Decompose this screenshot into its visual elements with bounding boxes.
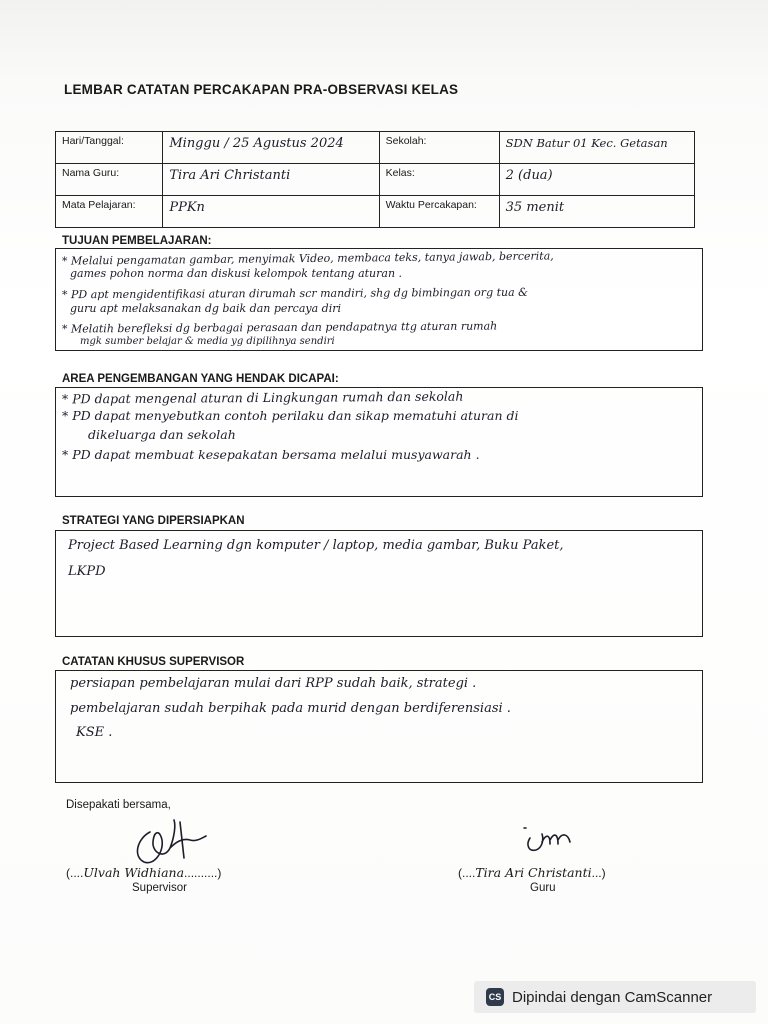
camscanner-icon: CS	[486, 988, 504, 1006]
strategi-line-1: Project Based Learning dgn komputer / laptop, media gambar, Buku Paket,	[68, 538, 564, 553]
catatan-box	[55, 670, 703, 783]
agreement-label: Disepakati bersama,	[66, 799, 171, 811]
area-label: AREA PENGEMBANGAN YANG HENDAK DICAPAI:	[62, 373, 339, 385]
strategi-label: STRATEGI YANG DIPERSIAPKAN	[62, 515, 245, 527]
tujuan-line-5: * Melatih berefleksi dg berbagai perasaan dan pendapatnya ttg aturan rumah	[61, 319, 498, 336]
sekolah-label: Sekolah:	[379, 132, 499, 164]
tujuan-line-6: mgk sumber belajar & media yg dipilihnya sendiri	[80, 336, 335, 347]
guru-name-line: (....Tira Ari Christanti...)	[458, 865, 606, 880]
strategi-line-2: LKPD	[68, 564, 106, 579]
area-line-2: * PD dapat menyebutkan contoh perilaku dan sikap mematuhi aturan di	[62, 408, 519, 423]
tujuan-line-1: * Melalui pengamatan gambar, menyimak Video, membaca teks, tanya jawab, bercerita,	[61, 249, 554, 268]
hari-label: Hari/Tanggal:	[56, 132, 163, 164]
tujuan-label: TUJUAN PEMBELAJARAN:	[62, 235, 212, 247]
catatan-line-2: pembelajaran sudah berpihak pada murid dengan berdiferensiasi .	[70, 701, 511, 716]
document-title: LEMBAR CATATAN PERCAKAPAN PRA-OBSERVASI KELAS	[64, 82, 459, 97]
supervisor-name: Ulvah Widhiana	[83, 865, 185, 880]
tujuan-line-3: * PD apt mengidentifikasi aturan dirumah scr mandiri, shg dg bimbingan org tua &	[61, 285, 528, 302]
guru-name: Tira Ari Christanti	[475, 865, 592, 880]
catatan-label: CATATAN KHUSUS SUPERVISOR	[62, 656, 245, 668]
guru-value: Tira Ari Christanti	[163, 164, 379, 196]
tujuan-box	[55, 248, 703, 351]
kelas-label: Kelas:	[379, 164, 499, 196]
info-table	[55, 131, 695, 228]
area-line-3: dikeluarga dan sekolah	[88, 427, 236, 442]
mapel-label: Mata Pelajaran:	[56, 196, 163, 228]
supervisor-name-line: (....Ulvah Widhiana..........)	[66, 865, 222, 880]
area-box	[55, 387, 703, 497]
tujuan-line-2: games pohon norma dan diskusi kelompok tentang aturan .	[70, 267, 403, 280]
guru-role: Guru	[530, 882, 556, 894]
guru-signature	[520, 820, 590, 860]
waktu-label: Waktu Percakapan:	[379, 196, 499, 228]
supervisor-role: Supervisor	[132, 882, 187, 894]
tujuan-line-4: guru apt melaksanakan dg baik dan percaya diri	[70, 302, 341, 315]
camscanner-watermark	[474, 981, 756, 1013]
guru-label: Nama Guru:	[56, 164, 163, 196]
kelas-value: 2 (dua)	[499, 164, 694, 196]
camscanner-text: Dipindai dengan CamScanner	[512, 988, 713, 1006]
area-line-4: * PD dapat membuat kesepakatan bersama melalui musyawarah .	[62, 447, 480, 462]
catatan-line-1: persiapan pembelajaran mulai dari RPP sudah baik, strategi .	[70, 676, 477, 691]
catatan-line-3: KSE .	[76, 725, 113, 740]
area-line-1: * PD dapat mengenal aturan di Lingkungan rumah dan sekolah	[61, 388, 464, 407]
supervisor-signature	[120, 812, 220, 872]
mapel-value: PPKn	[163, 196, 379, 228]
sekolah-value: SDN Batur 01 Kec. Getasan	[499, 132, 694, 164]
waktu-value: 35 menit	[499, 196, 694, 228]
hari-value: Minggu / 25 Agustus 2024	[163, 132, 379, 164]
strategi-box	[55, 530, 703, 637]
